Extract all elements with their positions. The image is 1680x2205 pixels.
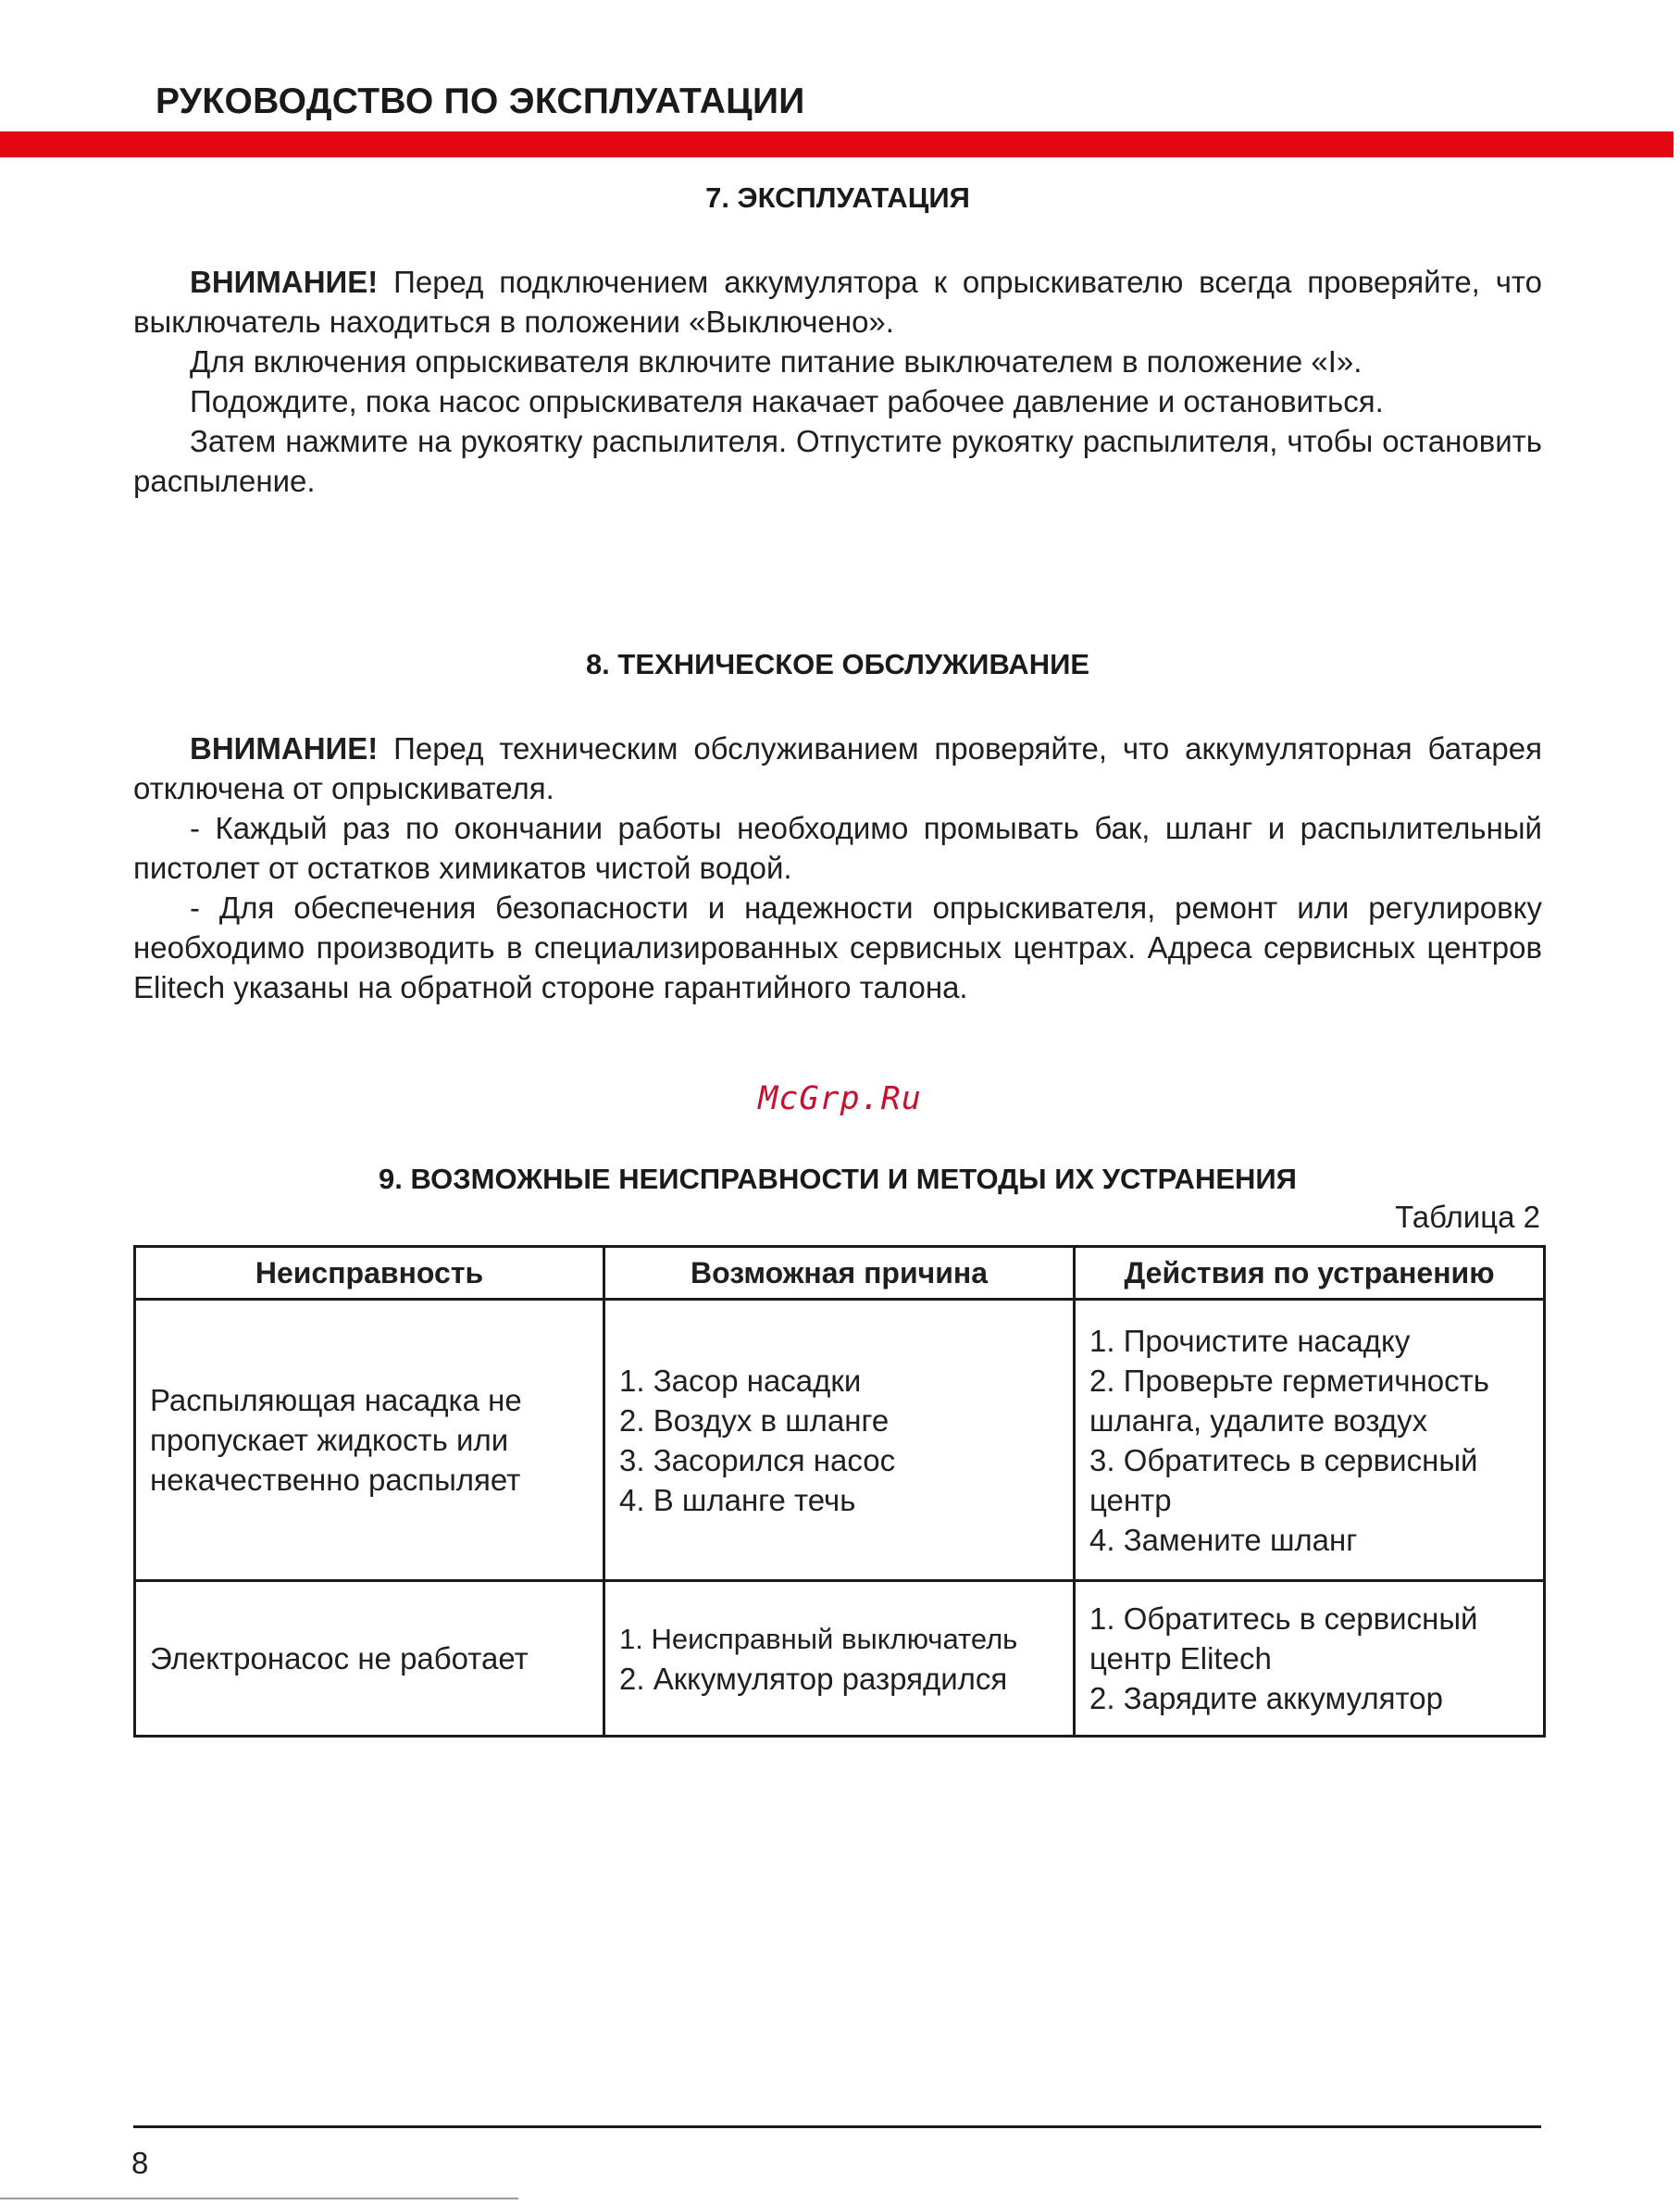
cell-line: некачественно распыляет — [150, 1463, 521, 1497]
cell-line: 2. Воздух в шланге — [619, 1402, 890, 1438]
table-row — [135, 1581, 1545, 1737]
cell-line: 4. В шланге течь — [619, 1482, 856, 1517]
cell-line: 1. Обратитесь в сервисный — [1089, 1601, 1478, 1636]
section-7-warning-paragraph — [133, 262, 1542, 342]
cell-line: 1. Прочистите насадку — [1089, 1323, 1411, 1358]
cell-line: пропускает жидкость или — [150, 1423, 509, 1457]
cause-cell — [604, 1581, 1075, 1737]
section-7-paragraph: Затем нажмите на рукоятку распылителя. Отпустите рукоятку распылителя, чтобы остановить распыление. — [133, 424, 1542, 498]
fault-cell — [135, 1300, 604, 1581]
cause-cell — [604, 1300, 1075, 1581]
cell-line: 1. Засор насадки — [619, 1363, 862, 1398]
cell-line: 2. Проверьте герметичность — [1089, 1363, 1489, 1398]
cell-line: 1. Неисправный выключатель — [619, 1622, 1018, 1655]
section-9 — [133, 1163, 1542, 1196]
section-8-heading: 8. ТЕХНИЧЕСКОЕ ОБСЛУЖИВАНИЕ — [585, 648, 1090, 680]
column-header-action: Действия по устранению — [1075, 1247, 1545, 1300]
table-row — [135, 1300, 1545, 1581]
cell-line: центр Elitech — [1089, 1641, 1272, 1676]
action-cell — [1075, 1300, 1545, 1581]
section-8 — [133, 648, 1542, 1007]
column-header-cause: Возможная причина — [604, 1247, 1075, 1300]
warning-text: Перед подключением аккумулятора к опрыскивателю всегда проверяйте, что выключатель находиться в положении «Выключено». — [133, 265, 1542, 339]
section-7-paragraph: Для включения опрыскивателя включите питание выключателем в положение «I». — [190, 344, 1363, 379]
page-edge-line — [0, 2198, 518, 2199]
cell-line: Распыляющая насадка не — [150, 1383, 522, 1417]
warning-label: ВНИМАНИЕ! — [190, 265, 379, 299]
footer-divider — [133, 2125, 1541, 2128]
cell-line: 2. Зарядите аккумулятор — [1089, 1681, 1443, 1715]
section-9-heading: 9. ВОЗМОЖНЫЕ НЕИСПРАВНОСТИ И МЕТОДЫ ИХ УСТРАНЕНИЯ — [379, 1163, 1297, 1195]
cell-line: шланга, удалите воздух — [1089, 1402, 1428, 1438]
cell-line: Электронасос не работает — [150, 1641, 529, 1676]
cell-line: центр — [1089, 1482, 1172, 1517]
table-header-row — [135, 1247, 1545, 1300]
warning-text: Перед техническим обслуживанием проверяйте, что аккумуляторная батарея отключена от опрыскивателя. — [133, 731, 1542, 805]
section-7-heading: 7. ЭКСПЛУАТАЦИЯ — [705, 181, 970, 214]
warning-label: ВНИМАНИЕ! — [190, 731, 379, 766]
section-8-warning-paragraph — [133, 729, 1542, 808]
document-header-title: РУКОВОДСТВО ПО ЭКСПЛУАТАЦИИ — [156, 81, 805, 121]
cell-line: 2. Аккумулятор разрядился — [619, 1661, 1008, 1696]
action-cell — [1075, 1581, 1545, 1737]
header-accent-bar — [0, 131, 1674, 157]
cell-line: 3. Обратитесь в сервисный — [1089, 1442, 1478, 1477]
cell-line: 3. Засорился насос — [619, 1442, 896, 1477]
section-7 — [133, 181, 1542, 501]
section-7-paragraph: Подождите, пока насос опрыскивателя накачает рабочее давление и остановиться. — [190, 384, 1384, 418]
section-8-paragraph: - Каждый раз по окончании работы необходимо промывать бак, шланг и распылительный пистолет от остатков химикатов чистой водой. — [133, 811, 1542, 885]
cell-line: 4. Замените шланг — [1089, 1522, 1358, 1557]
watermark: McGrp.Ru — [758, 1080, 922, 1117]
fault-cell — [135, 1581, 604, 1737]
section-8-paragraph: - Для обеспечения безопасности и надежности опрыскивателя, ремонт или регулировку необходимо производить в специализированных сервисных центрах. Адреса сервисных центров Elitech указаны на обратной стороне гарантийного талона. — [133, 891, 1542, 1004]
column-header-fault: Неисправность — [135, 1247, 604, 1300]
table-caption: Таблица 2 — [1395, 1200, 1540, 1234]
page-number: 8 — [131, 2146, 149, 2180]
troubleshooting-table — [133, 1245, 1546, 1738]
